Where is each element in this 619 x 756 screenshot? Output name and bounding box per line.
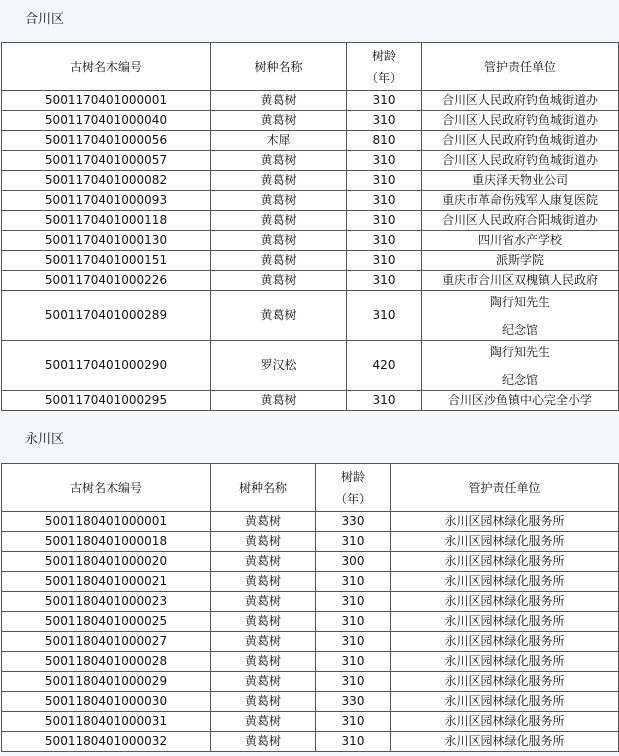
cell-id: 5001170401000118 <box>2 211 211 231</box>
cell-id: 5001170401000151 <box>2 251 211 271</box>
cell-species: 黄葛树 <box>211 151 347 171</box>
cell-age: 330 <box>316 512 391 532</box>
cell-species: 黄葛树 <box>211 291 347 341</box>
table-row <box>2 712 619 732</box>
cell-id: 5001170401000289 <box>2 291 211 341</box>
table-header-row <box>2 464 619 512</box>
table-row <box>2 251 619 271</box>
cell-unit <box>422 341 619 391</box>
cell-age: 310 <box>347 151 422 171</box>
cell-unit: 永川区园林绿化服务所 <box>391 572 619 592</box>
cell-species: 黄葛树 <box>211 512 316 532</box>
cell-unit: 合川区人民政府钓鱼城街道办 <box>422 91 619 111</box>
cell-id: 5001170401000295 <box>2 391 211 411</box>
cell-age: 310 <box>347 391 422 411</box>
table-row <box>2 391 619 411</box>
cell-unit: 重庆市革命伤残军人康复医院 <box>422 191 619 211</box>
cell-age: 810 <box>347 131 422 151</box>
cell-unit-line2: 纪念馆 <box>501 372 538 387</box>
header-unit: 管护责任单位 <box>422 43 619 91</box>
table-row <box>2 111 619 131</box>
cell-unit: 永川区园林绿化服务所 <box>391 712 619 732</box>
cell-age: 310 <box>347 171 422 191</box>
cell-species: 黄葛树 <box>211 391 347 411</box>
cell-id: 5001180401000023 <box>2 592 211 612</box>
header-age-line2: （年） <box>365 70 402 85</box>
header-species: 树种名称 <box>211 464 316 512</box>
cell-unit-line1: 陶行知先生 <box>489 294 550 309</box>
table-row <box>2 291 619 341</box>
table-hechuan <box>1 42 619 411</box>
cell-species: 黄葛树 <box>211 171 347 191</box>
cell-age: 310 <box>316 672 391 692</box>
table-row <box>2 231 619 251</box>
cell-unit: 合川区人民政府钓鱼城街道办 <box>422 131 619 151</box>
cell-unit: 合川区沙鱼镇中心完全小学 <box>422 391 619 411</box>
cell-age: 330 <box>316 692 391 712</box>
cell-age: 310 <box>316 572 391 592</box>
cell-species: 罗汉松 <box>211 341 347 391</box>
cell-age: 310 <box>347 191 422 211</box>
cell-unit: 派斯学院 <box>422 251 619 271</box>
cell-unit: 永川区园林绿化服务所 <box>391 652 619 672</box>
cell-id: 5001180401000001 <box>2 512 211 532</box>
cell-unit: 合川区人民政府钓鱼城街道办 <box>422 151 619 171</box>
table-row <box>2 652 619 672</box>
cell-unit-line2: 纪念馆 <box>501 322 538 337</box>
cell-age: 310 <box>347 211 422 231</box>
cell-unit: 重庆泽天物业公司 <box>422 171 619 191</box>
table-row <box>2 91 619 111</box>
cell-age: 310 <box>316 612 391 632</box>
cell-id: 5001170401000056 <box>2 131 211 151</box>
cell-id: 5001180401000020 <box>2 552 211 572</box>
cell-species: 黄葛树 <box>211 592 316 612</box>
cell-age: 420 <box>347 341 422 391</box>
cell-species: 木犀 <box>211 131 347 151</box>
table-row <box>2 171 619 191</box>
table-row <box>2 692 619 712</box>
cell-age: 310 <box>347 291 422 341</box>
table-row <box>2 592 619 612</box>
table-header-row <box>2 43 619 91</box>
cell-unit: 合川区人民政府合阳城街道办 <box>422 211 619 231</box>
cell-id: 5001170401000057 <box>2 151 211 171</box>
cell-species: 黄葛树 <box>211 231 347 251</box>
cell-age: 310 <box>347 251 422 271</box>
header-tree-id: 古树名木编号 <box>2 43 211 91</box>
cell-age: 310 <box>316 632 391 652</box>
cell-age: 300 <box>316 552 391 572</box>
header-age-line1: 树龄 <box>340 469 365 484</box>
cell-id: 5001180401000018 <box>2 532 211 552</box>
cell-unit: 重庆市合川区双槐镇人民政府 <box>422 271 619 291</box>
cell-species: 黄葛树 <box>211 552 316 572</box>
cell-unit: 合川区人民政府钓鱼城街道办 <box>422 111 619 131</box>
cell-id: 5001170401000001 <box>2 91 211 111</box>
cell-age: 310 <box>316 712 391 732</box>
cell-species: 黄葛树 <box>211 652 316 672</box>
table-row <box>2 532 619 552</box>
cell-species: 黄葛树 <box>211 632 316 652</box>
table-row <box>2 211 619 231</box>
cell-unit: 永川区园林绿化服务所 <box>391 612 619 632</box>
cell-id: 5001180401000032 <box>2 732 211 752</box>
cell-species: 黄葛树 <box>211 532 316 552</box>
cell-unit: 永川区园林绿化服务所 <box>391 672 619 692</box>
cell-unit <box>422 291 619 341</box>
table-row <box>2 151 619 171</box>
cell-id: 5001180401000028 <box>2 652 211 672</box>
cell-age: 310 <box>316 592 391 612</box>
table-row <box>2 632 619 652</box>
cell-species: 黄葛树 <box>211 612 316 632</box>
cell-unit-line1: 陶行知先生 <box>489 344 550 359</box>
table-yongchuan <box>1 463 619 752</box>
table-row <box>2 732 619 752</box>
cell-unit: 永川区园林绿化服务所 <box>391 532 619 552</box>
cell-age: 310 <box>316 532 391 552</box>
table-row <box>2 191 619 211</box>
cell-id: 5001170401000093 <box>2 191 211 211</box>
cell-id: 5001180401000025 <box>2 612 211 632</box>
cell-id: 5001170401000226 <box>2 271 211 291</box>
cell-species: 黄葛树 <box>211 211 347 231</box>
cell-species: 黄葛树 <box>211 111 347 131</box>
cell-id: 5001180401000021 <box>2 572 211 592</box>
cell-id: 5001170401000290 <box>2 341 211 391</box>
cell-species: 黄葛树 <box>211 732 316 752</box>
cell-species: 黄葛树 <box>211 191 347 211</box>
cell-unit: 永川区园林绿化服务所 <box>391 592 619 612</box>
cell-unit: 四川省水产学校 <box>422 231 619 251</box>
table-row <box>2 552 619 572</box>
cell-unit: 永川区园林绿化服务所 <box>391 512 619 532</box>
table-row <box>2 341 619 391</box>
header-species: 树种名称 <box>211 43 347 91</box>
cell-id: 5001180401000030 <box>2 692 211 712</box>
header-unit: 管护责任单位 <box>391 464 619 512</box>
cell-age: 310 <box>347 231 422 251</box>
cell-species: 黄葛树 <box>211 91 347 111</box>
header-tree-id: 古树名木编号 <box>2 464 211 512</box>
cell-species: 黄葛树 <box>211 271 347 291</box>
table-row <box>2 512 619 532</box>
cell-age: 310 <box>347 111 422 131</box>
cell-unit: 永川区园林绿化服务所 <box>391 552 619 572</box>
cell-id: 5001180401000029 <box>2 672 211 692</box>
cell-species: 黄葛树 <box>211 672 316 692</box>
header-age <box>316 464 391 512</box>
table-row <box>2 672 619 692</box>
cell-unit: 永川区园林绿化服务所 <box>391 692 619 712</box>
header-age-line1: 树龄 <box>371 48 396 63</box>
section-title-yongchuan: 永川区 <box>25 432 65 447</box>
cell-age: 310 <box>347 91 422 111</box>
cell-unit: 永川区园林绿化服务所 <box>391 632 619 652</box>
table-row <box>2 271 619 291</box>
cell-id: 5001170401000040 <box>2 111 211 131</box>
cell-id: 5001180401000027 <box>2 632 211 652</box>
cell-unit: 永川区园林绿化服务所 <box>391 732 619 752</box>
cell-age: 310 <box>347 271 422 291</box>
cell-species: 黄葛树 <box>211 572 316 592</box>
table-row <box>2 612 619 632</box>
cell-species: 黄葛树 <box>211 251 347 271</box>
cell-age: 310 <box>316 732 391 752</box>
header-age-line2: （年） <box>334 491 371 506</box>
cell-age: 310 <box>316 652 391 672</box>
cell-species: 黄葛树 <box>211 712 316 732</box>
cell-id: 5001170401000082 <box>2 171 211 191</box>
cell-id: 5001170401000130 <box>2 231 211 251</box>
cell-id: 5001180401000031 <box>2 712 211 732</box>
table-row <box>2 572 619 592</box>
header-age <box>347 43 422 91</box>
section-title-hechuan: 合川区 <box>25 12 65 27</box>
table-row <box>2 131 619 151</box>
cell-species: 黄葛树 <box>211 692 316 712</box>
